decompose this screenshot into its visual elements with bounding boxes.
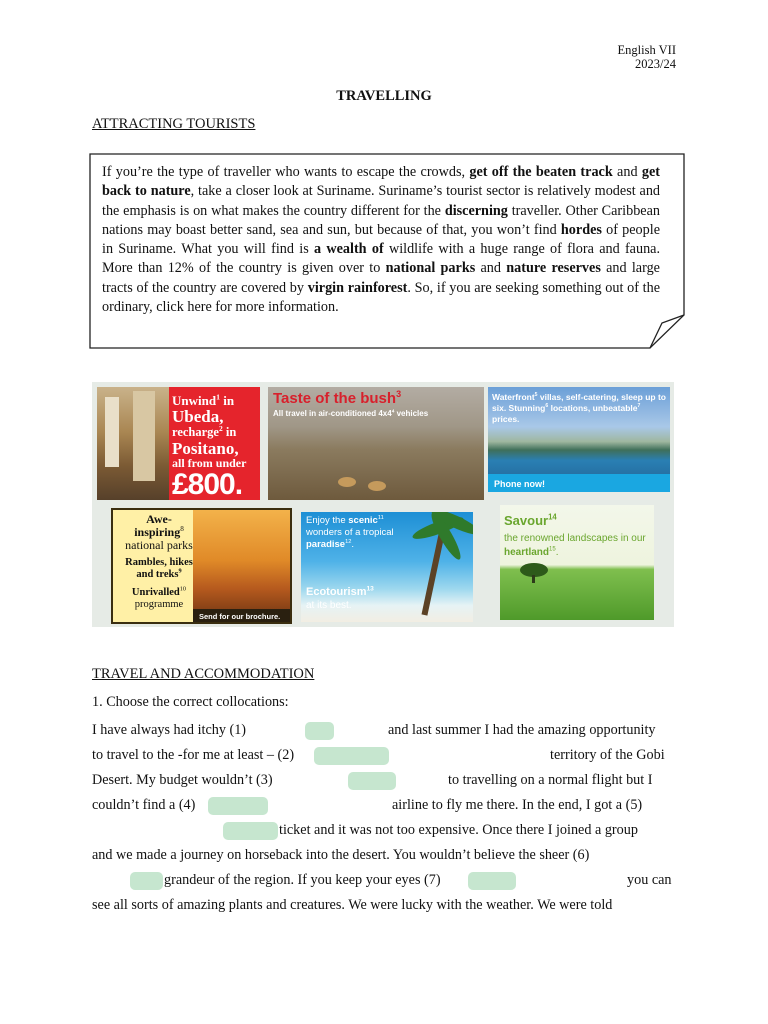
answer-blank-2[interactable] [314,747,389,765]
section-heading-attracting-tourists: ATTRACTING TOURISTS [92,116,256,132]
lion-shape [368,481,386,491]
ad-tropical-paradise: Enjoy the scenic$^{11}$ wonders of a tropical paradise$^{12}$. Ecotourism$^{13}$ at its best. [301,512,473,622]
tree-icon [520,563,548,577]
answer-blank-1[interactable] [305,722,334,740]
course-name: English VII [617,43,676,57]
ad-taste-of-the-bush: Taste of the bush$^3$ All travel in air-conditioned $4x4^4$ vehicles [268,387,484,500]
answer-blank-3[interactable] [348,772,396,790]
exercise-line: grandeur of the region. If you keep your eyes (7) you can [92,868,677,893]
desert-mountain-image [193,510,292,622]
lion-shape [338,477,356,487]
price-label: £800. [172,468,243,500]
answer-blank-5[interactable] [223,822,278,840]
phone-now-label: Phone now! [494,479,545,489]
answer-blank-6[interactable] [130,872,163,890]
exercise-line: Desert. My budget wouldn’t (3) to travelling on a normal flight but I [92,772,653,788]
answer-blank-7[interactable] [468,872,516,890]
exercise-instruction: 1. Choose the correct collocations: [92,694,289,710]
answer-blank-4[interactable] [208,797,268,815]
document-title: TRAVELLING [336,88,432,104]
exercise-line: couldn’t find a (4) airline to fly me there. In the end, I got a (5) [92,797,643,813]
document-header [618,43,676,71]
school-year: 2023/24 [635,57,676,71]
reading-text-box [89,153,685,349]
brochure-label: Send for our brochure. [199,612,281,621]
ad-ubeda-positano: Unwind$^1$ in Ubeda, recharge$^2$ in Positano, all from under £800. [97,387,260,500]
ad-national-parks: Awe- inspiring$^8$ national parks Rambles, hikes and treks$^9$ Unrivalled$^{10}$ programme Send for our brochure. [111,508,292,624]
exercise-line: ticket and it was not too expensive. Once there I joined a group [92,818,677,843]
ad-waterfront-villas: Waterfront$^5$ villas, self-catering, sleep up to six. Stunning$^6$ locations, unbeatable$^7$ prices. Phone now! [488,387,670,492]
exercise-line: see all sorts of amazing plants and creatures. We were lucky with the weather. We were told [92,897,613,913]
travel-ads-collage [92,382,674,627]
exercise-line: I have always had itchy (1) and last summer I had the amazing opportunity [92,722,656,738]
ad-savour-landscapes: Savour$^{14}$ the renowned landscapes in our heartland$^{15}$. [500,505,654,620]
reading-text: If you’re the type of traveller who wants to escape the crowds, get off the beaten track and get back to nature, take a closer look at Suriname. Suriname’s tourist sector is relatively modest and the emphasis is on what makes the country different for the discerning traveller. Other Caribbean nations may boast better sand, sea and sun, but because of that, you won’t find hordes of people in Suriname. What you will find is a wealth of wildlife with a huge range of flora and fauna. More than 12% of the country is given over to national parks and nature reserves and large tracts of the country are covered by virgin rainforest. So, if you are seeking something out of the ordinary, click here for more information. [102,164,661,316]
section-heading-travel-accommodation: TRAVEL AND ACCOMMODATION [92,666,315,682]
town-street-photo [97,387,169,500]
exercise-line: and we made a journey on horseback into the desert. You wouldn’t believe the sheer (6) [92,847,590,863]
exercise-line: to travel to the -for me at least – (2) territory of the Gobi [92,747,665,763]
